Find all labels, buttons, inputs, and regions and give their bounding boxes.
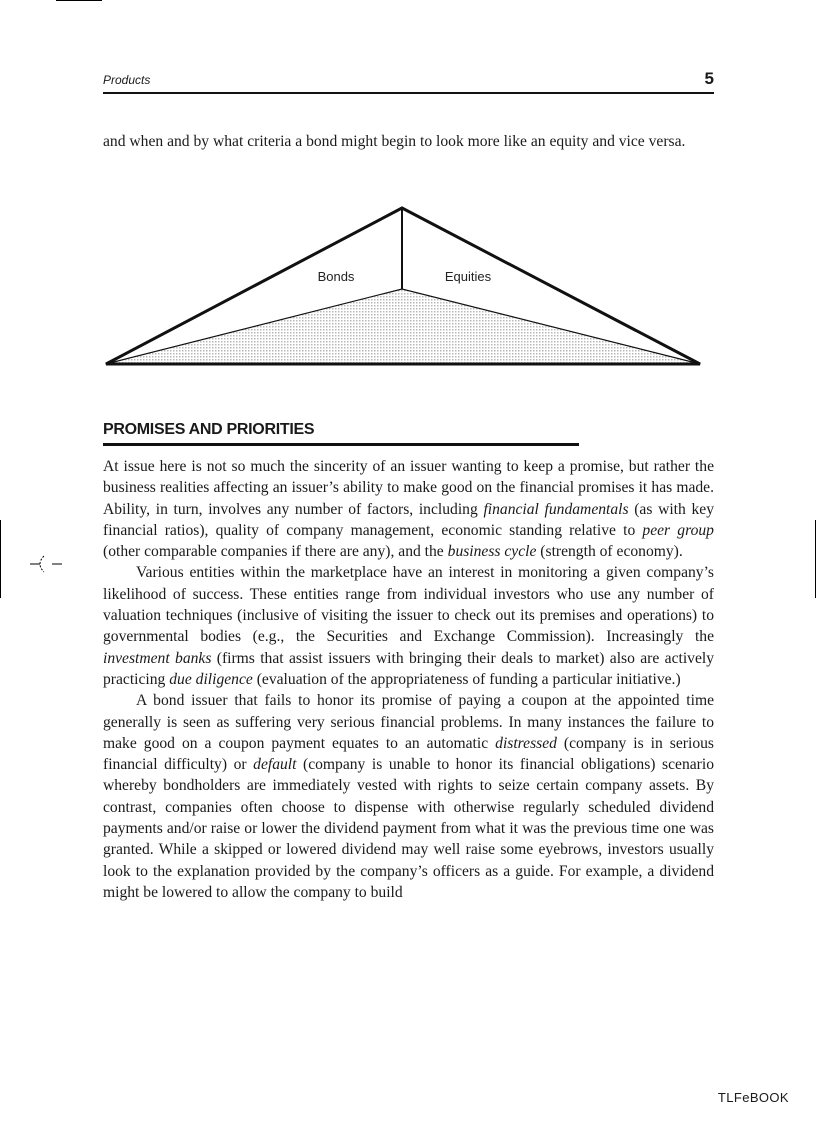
section-body: [103, 456, 714, 903]
paragraph-text: (firms that assist issuers with bringing their deals to market) also are actively practicing: [103, 649, 715, 688]
body-paragraph: [103, 456, 714, 562]
diagram-shaded-base: [106, 289, 700, 364]
intro-text: and when and by what criteria a bond might begin to look more like an equity and vice versa.: [103, 133, 686, 150]
watermark: TLFeBOOK: [717, 1090, 789, 1105]
paragraph-text: At issue here is not so much the sincerity of an issuer wanting to keep a promise, but rather the business realities affecting an issuer’s ability to make good on the financial promises it has made. Ability, in turn, involves any number of factors, including: [103, 458, 714, 518]
body-paragraph: [103, 562, 714, 690]
paragraph-text: (evaluation of the appropriateness of funding a particular initiative.): [252, 670, 681, 688]
bond-equity-diagram: [98, 200, 708, 372]
running-header: [103, 70, 714, 94]
italic-term: business cycle: [447, 543, 537, 561]
paragraph-text: (as with key financial ratios), quality of company management, economic standing relative to: [103, 500, 714, 539]
paragraph-text: (company is unable to honor its financial obligations) scenario whereby bondholders are immediately vested with rights to seize certain company assets. By contrast, companies often choose to dispense with otherwise regularly scheduled dividend payments and/or raise or lower the dividend payment from what it was the previous time one was granted. While a skipped or lowered dividend may well raise some eyebrows, investors usually look to the explanation provided by the company’s officers as a guide. For example, a dividend might be lowered to allow the company to build: [103, 756, 714, 901]
section-heading: [103, 419, 579, 446]
intro-paragraph: [103, 131, 714, 152]
diagram-label-bonds: Bonds: [317, 269, 355, 284]
italic-term: financial fundamentals: [483, 500, 629, 518]
registration-mark: [30, 550, 100, 578]
body-paragraph: [103, 690, 714, 903]
crop-mark-top: [56, 0, 102, 1]
diagram-label-equities: Equities: [444, 269, 492, 284]
running-title: Products: [103, 73, 151, 87]
italic-term: investment banks: [103, 649, 212, 667]
edge-mark-left: [0, 520, 1, 598]
paragraph-text: (company is in serious financial difficulty) or: [103, 734, 714, 774]
paragraph-text: A bond issuer that fails to honor its promise of paying a coupon at the appointed time generally is seen as suffering very serious financial problems. In many instances the failure to make good on a coupon payment equates to an automatic: [103, 692, 714, 752]
italic-term: distressed: [495, 734, 557, 752]
page-number: 5: [704, 69, 714, 88]
italic-term: peer group: [642, 521, 714, 539]
paragraph-text: (other comparable companies if there are any), and the: [103, 543, 448, 561]
italic-term: default: [253, 756, 297, 774]
paragraph-text: (strength of economy).: [536, 543, 683, 561]
section-heading-text: PROMISES AND PRIORITIES: [103, 421, 315, 438]
italic-term: due diligence: [169, 670, 253, 688]
paragraph-text: Various entities within the marketplace have an interest in monitoring a given company’s likelihood of success. These entities range from individual investors who use any number of valuation techniques (inclusive of visiting the issuer to check out its premises and operations) to governmental bodies (e.g., the Securities and Exchange Commission). Increasingly the: [103, 564, 714, 646]
